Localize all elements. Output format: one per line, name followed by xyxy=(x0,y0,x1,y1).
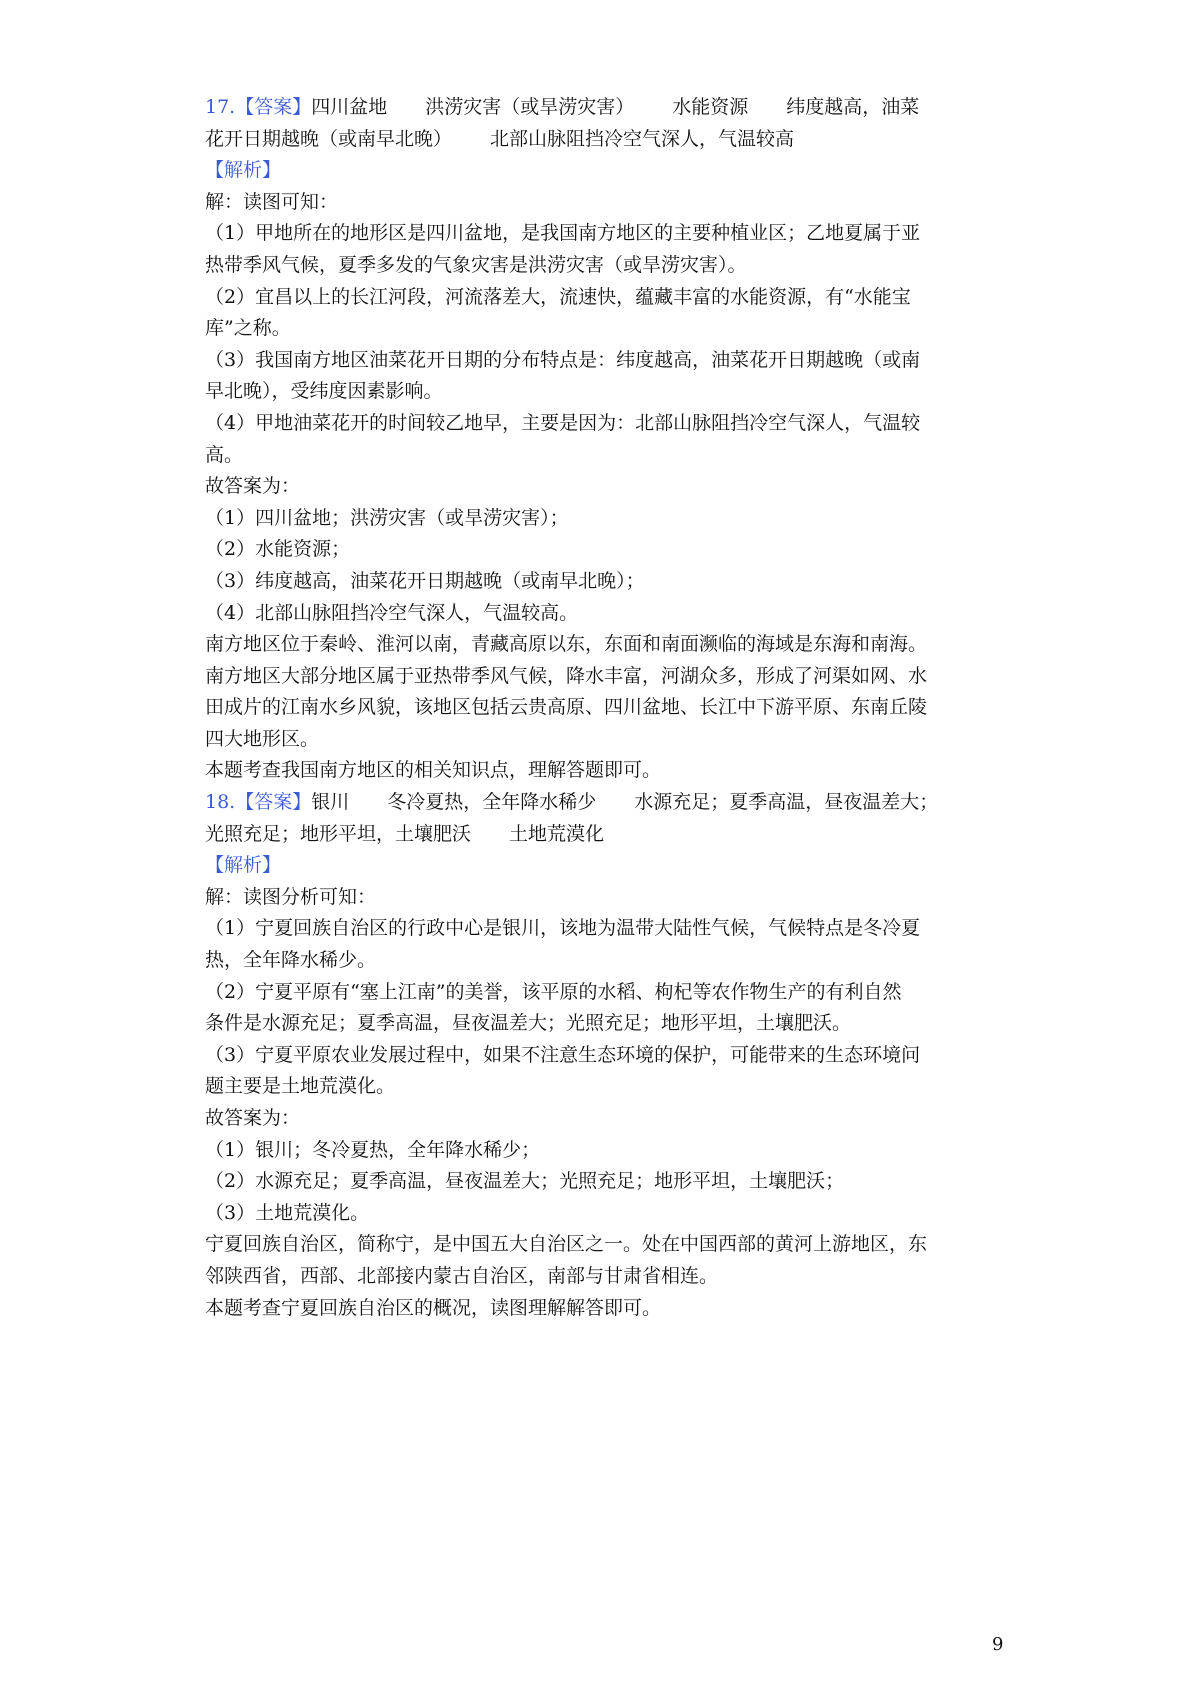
q18-line: 故答案为： xyxy=(205,1107,301,1129)
q17-answer-5: 北部山脉阻挡冷空气深人，气温较高 xyxy=(490,127,795,150)
q17-line: 故答案为： xyxy=(205,475,301,498)
q17-line: 本题考查我国南方地区的相关知识点，理解答题即可。 xyxy=(205,759,662,782)
q18-line: （1）银川；冬冷夏热，全年降水稀少； xyxy=(205,1138,541,1161)
q18-line: 宁夏回族自治区，简称宁，是中国五大自治区之一。处在中国西部的黄河上游地区，东 xyxy=(205,1233,928,1256)
q17-line: 南方地区位于秦岭、淮河以南，青藏高原以东，东面和南面濒临的海域是东海和南海。 xyxy=(205,633,928,656)
q17-line: （2）宜昌以上的长江河段，河流落差大，流速快，蕴藏丰富的水能资源，有“水能宝 xyxy=(205,285,911,308)
q17-line: 四大地形区。 xyxy=(205,727,320,750)
q18-answer-3-cont: 光照充足；地形平坦，土壤肥沃 xyxy=(205,822,472,845)
q17-line: （3）纬度越高，油菜花开日期越晚（或南早北晚）； xyxy=(205,569,645,592)
q17-number: 17. xyxy=(205,96,236,118)
q17-answer-line-2 xyxy=(205,124,1005,156)
q18-line: 邻陕西省，西部、北部接内蒙古自治区，南部与甘肃省相连。 xyxy=(205,1264,719,1287)
q17-line: 田成片的江南水乡风貌，该地区包括云贵高原、四川盆地、长江中下游平原、东南丘陵 xyxy=(205,696,928,719)
q18-answer-1: 银川 xyxy=(311,791,350,814)
q18-line: （3）土地荒漠化。 xyxy=(205,1201,370,1224)
q18-line: （3）宁夏平原农业发展过程中，如果不注意生态环境的保护，可能带来的生态环境问 xyxy=(205,1043,921,1066)
page-content xyxy=(205,92,1005,1324)
q17-line: 库”之称。 xyxy=(205,317,291,340)
q17-line: （4）甲地油菜花开的时间较乙地早，主要是因为：北部山脉阻挡冷空气深人，气温较 xyxy=(205,411,921,434)
q17-line: （1）甲地所在的地形区是四川盆地，是我国南方地区的主要种植业区；乙地夏属于亚 xyxy=(205,222,921,245)
q18-line: （2）水源充足；夏季高温，昼夜温差大；光照充足；地形平坦，土壤肥沃； xyxy=(205,1170,845,1193)
q18-line: 本题考查宁夏回族自治区的概况，读图理解解答即可。 xyxy=(205,1296,662,1319)
page-number: 9 xyxy=(992,1634,1004,1655)
q18-answer-tag: 【答案】 xyxy=(235,791,312,814)
q17-answer-4: 纬度越高，油菜 xyxy=(786,96,920,118)
q18-line: （2）宁夏平原有“塞上江南”的美誉，该平原的水稻、枸杞等农作物生产的有利自然 xyxy=(205,980,902,1003)
q17-answer-line-1 xyxy=(205,92,1005,124)
q17-analysis-tag: 【解析】 xyxy=(205,159,282,182)
q18-analysis-tag: 【解析】 xyxy=(205,854,282,877)
q17-answer-4-cont: 花开日期越晚（或南早北晚） xyxy=(205,127,453,150)
q18-answer-2: 冬冷夏热，全年降水稀少 xyxy=(387,791,597,814)
q18-answer-line-2 xyxy=(205,819,1005,851)
q18-line: （1）宁夏回族自治区的行政中心是银川，该地为温带大陆性气候，气候特点是冬冷夏 xyxy=(205,917,921,940)
q17-line: （3）我国南方地区油菜花开日期的分布特点是：纬度越高，油菜花开日期越晚（或南 xyxy=(205,348,921,371)
q18-answer-4: 土地荒漠化 xyxy=(509,822,605,845)
q17-line: （2）水能资源； xyxy=(205,538,351,561)
q18-number: 18. xyxy=(205,791,236,814)
q18-answer-3: 水源充足；夏季高温，昼夜温差大； xyxy=(634,791,939,814)
q18-line: 热，全年降水稀少。 xyxy=(205,949,377,972)
q17-answer-2: 洪涝灾害（或旱涝灾害） xyxy=(425,96,635,118)
q17-line: 热带季风气候，夏季多发的气象灾害是洪涝灾害（或旱涝灾害）。 xyxy=(205,253,747,276)
q17-line: 高。 xyxy=(205,443,244,466)
q18-answer-line-1 xyxy=(205,787,1005,819)
q18-line: 题主要是土地荒漠化。 xyxy=(205,1075,396,1098)
q17-line: 南方地区大部分地区属于亚热带季风气候，降水丰富，河湖众多，形成了河渠如网、水 xyxy=(205,664,928,687)
q17-line: （1）四川盆地；洪涝灾害（或旱涝灾害）； xyxy=(205,506,569,529)
q18-line: 条件是水源充足；夏季高温，昼夜温差大；光照充足；地形平坦，土壤肥沃。 xyxy=(205,1012,852,1035)
q17-answer-3: 水能资源 xyxy=(672,96,749,118)
q17-line: 解：读图可知： xyxy=(205,190,339,213)
q17-line: 早北晚），受纬度因素影响。 xyxy=(205,380,443,403)
q17-answer-tag: 【答案】 xyxy=(235,96,312,118)
q17-line: （4）北部山脉阻挡冷空气深人，气温较高。 xyxy=(205,601,579,624)
q17-answer-1: 四川盆地 xyxy=(311,96,388,118)
q18-line: 解：读图分析可知： xyxy=(205,885,377,908)
